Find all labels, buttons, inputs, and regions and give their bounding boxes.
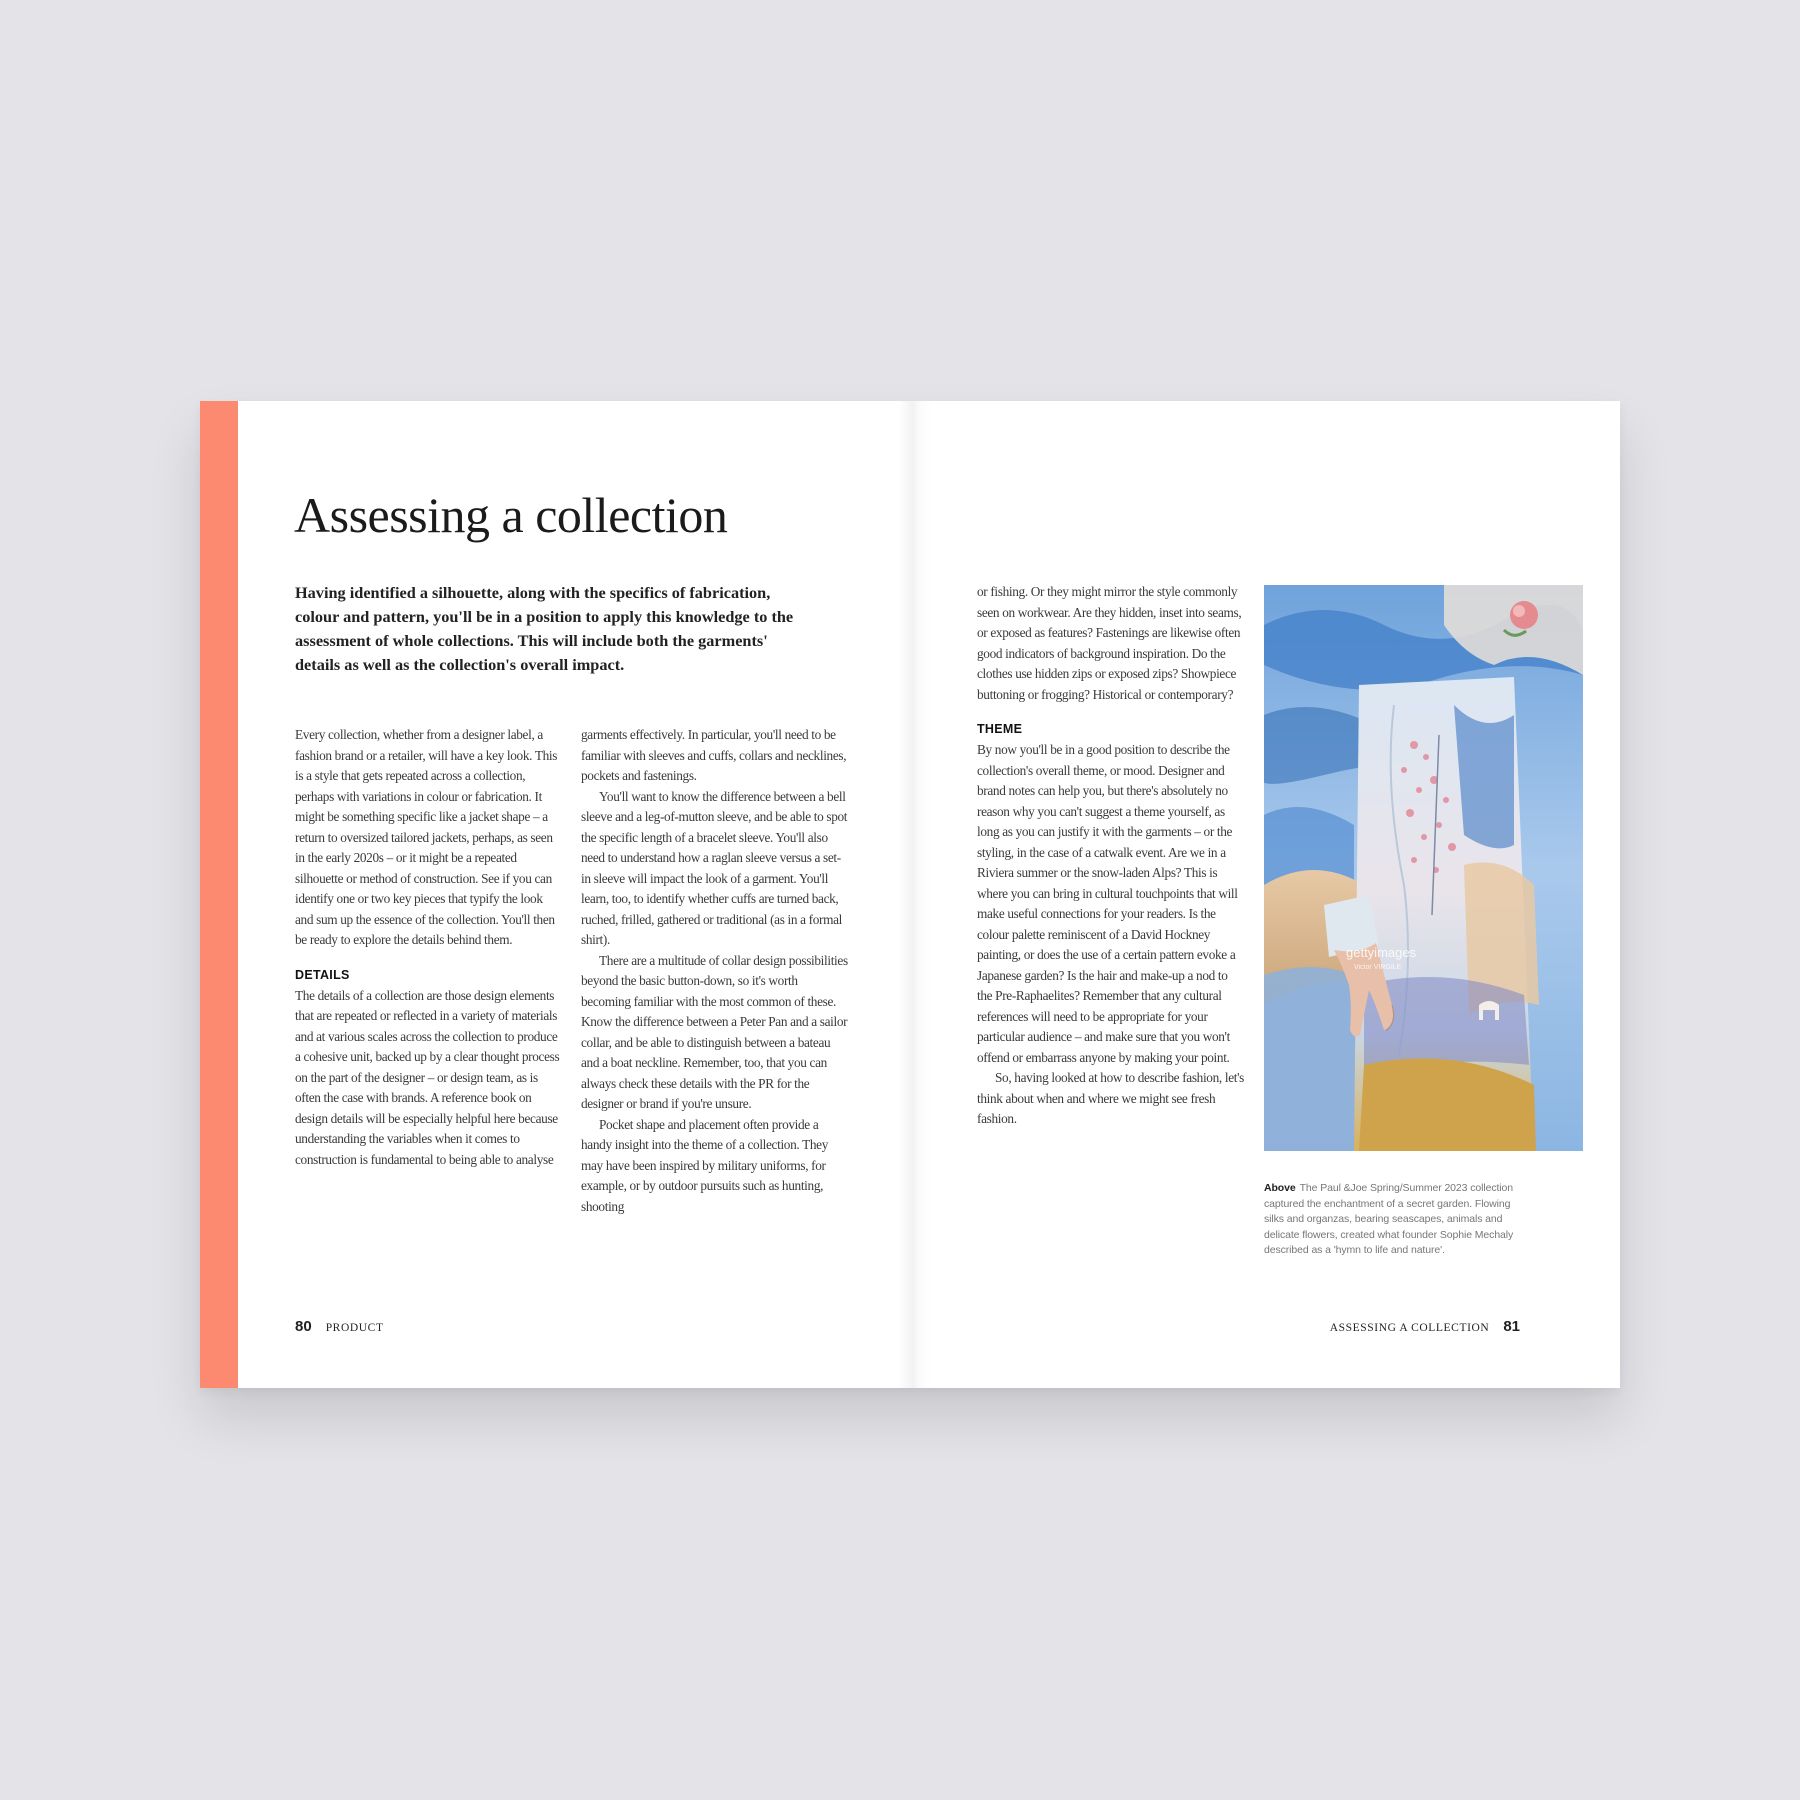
- body-paragraph: By now you'll be in a good position to describe the collection's overall theme, or mood. Designer and brand notes can help you, but there's absolutely no reason why you can't suggest a theme yourself, as long as you can justify it with the garments – or the styling, in the case of a catwalk event. Are we in a Riviera summer or the snow-laden Alps? This is where you can bring in cultural touchpoints that will make useful connections for your readers. Is the colour palette reminiscent of a David Hockney painting, or does the use of a certain pattern evoke a Japanese garden? Is the hair and make-up a nod to the Pre-Raphaelites? Remember that any cultural references will need to be appropriate for your particular audience – and make sure that you won't offend or embarrass anyone by making your point.: [977, 742, 1238, 1065]
- text-column-1: [295, 725, 563, 1170]
- page-title: Assessing a collection: [294, 487, 728, 543]
- body-paragraph: Pocket shape and placement often provide a handy insight into the theme of a collection. They may have been inspired by military uniforms, for example, or by outdoor pursuits such as hunting, shooting: [581, 1116, 829, 1214]
- accent-strip: [200, 401, 238, 1388]
- folio-left: [295, 1318, 398, 1336]
- body-paragraph: Every collection, whether from a designer label, a fashion brand or a retailer, will have a key look. This is a style that gets repeated across a collection, perhaps with variations in colour or fabrication. It might be something specific like a jacket shape – a return to oversized tailored jackets, perhaps, as seen in the early 2020s – or it might be a repeated silhouette or method of construction. See if you can identify one or two key pieces that typify the look and sum up the essence of the collection. You'll then be ready to explore the details behind them.: [295, 727, 558, 947]
- book-spread: [200, 401, 1620, 1388]
- section-heading-theme: THEME: [977, 722, 1023, 736]
- page-number-left: 80: [295, 1318, 312, 1335]
- body-paragraph: So, having looked at how to describe fashion, let's think about when and where we might see fresh fashion.: [977, 1070, 1244, 1126]
- body-paragraph: The details of a collection are those design elements that are repeated or reflected in a variety of materials and at various scales across the collection to produce a cohesive unit, backed up by a clear thought process on the part of the designer – or design team, as is often the case with brands. A reference book on design details will be especially helpful here because understanding the variables when it comes to construction is fundamental to being able to analyse: [295, 987, 560, 1167]
- photo-credit: Victor VIRGILE: [1354, 964, 1402, 971]
- folio-right: [1316, 1318, 1520, 1336]
- section-heading-details: DETAILS: [295, 967, 350, 982]
- running-head-left: PRODUCT: [325, 1322, 384, 1334]
- body-paragraph: garments effectively. In particular, you'll need to be familiar with sleeves and cuffs, collars and necklines, pockets and fastenings.: [581, 727, 847, 783]
- text-column-2: [581, 725, 849, 1217]
- body-paragraph: You'll want to know the difference between a bell sleeve and a leg-of-mutton sleeve, and be able to spot the specific length of a bracelet sleeve. You'll also need to understand how a raglan sleeve versus a set-in sleeve will impact the look of a garment. You'll learn, too, to identify whether cuffs are turned back, ruched, frilled, gathered or traditional (as in a formal shirt).: [581, 788, 848, 947]
- page-number-right: 81: [1503, 1318, 1520, 1335]
- page-gutter: [898, 401, 932, 1388]
- caption-text: The Paul &Joe Spring/Summer 2023 collection captured the enchantment of a secret garden. Flowing silks and organzas, bearing seascapes, animals and delicate flowers, created what founder Sophie Mechaly described as a 'hymn to life and nature'.: [1264, 1182, 1514, 1256]
- runway-photo: [1264, 585, 1583, 1151]
- photo-watermark: gettyimages: [1346, 945, 1417, 960]
- text-column-3: [977, 582, 1245, 1130]
- intro-paragraph: Having identified a silhouette, along with the specifics of fabrication, colour and pattern, you'll be in a position to apply this knowledge to the assessment of whole collections. This will include both the garments' details as well as the collection's overall impact.: [295, 583, 794, 674]
- photo-caption: [1264, 1181, 1524, 1259]
- running-head-right: ASSESSING A COLLECTION: [1329, 1322, 1490, 1334]
- body-paragraph: or fishing. Or they might mirror the style commonly seen on workwear. Are they hidden, inset into seams, or exposed as features? Fastenings are likewise often good indicators of background inspiration. Do the clothes use hidden zips or exposed zips? Showpiece buttoning or frogging? Historical or contemporary?: [977, 584, 1242, 702]
- body-paragraph: There are a multitude of collar design possibilities beyond the basic button-down, so it's worth becoming familiar with the most common of these. Know the difference between a Peter Pan and a sailor collar, and be able to distinguish between a bateau and a boat neckline. Remember, too, that you can always check these details with the PR for the designer or brand if you're unsure.: [581, 952, 848, 1111]
- caption-label: Above: [1264, 1182, 1296, 1194]
